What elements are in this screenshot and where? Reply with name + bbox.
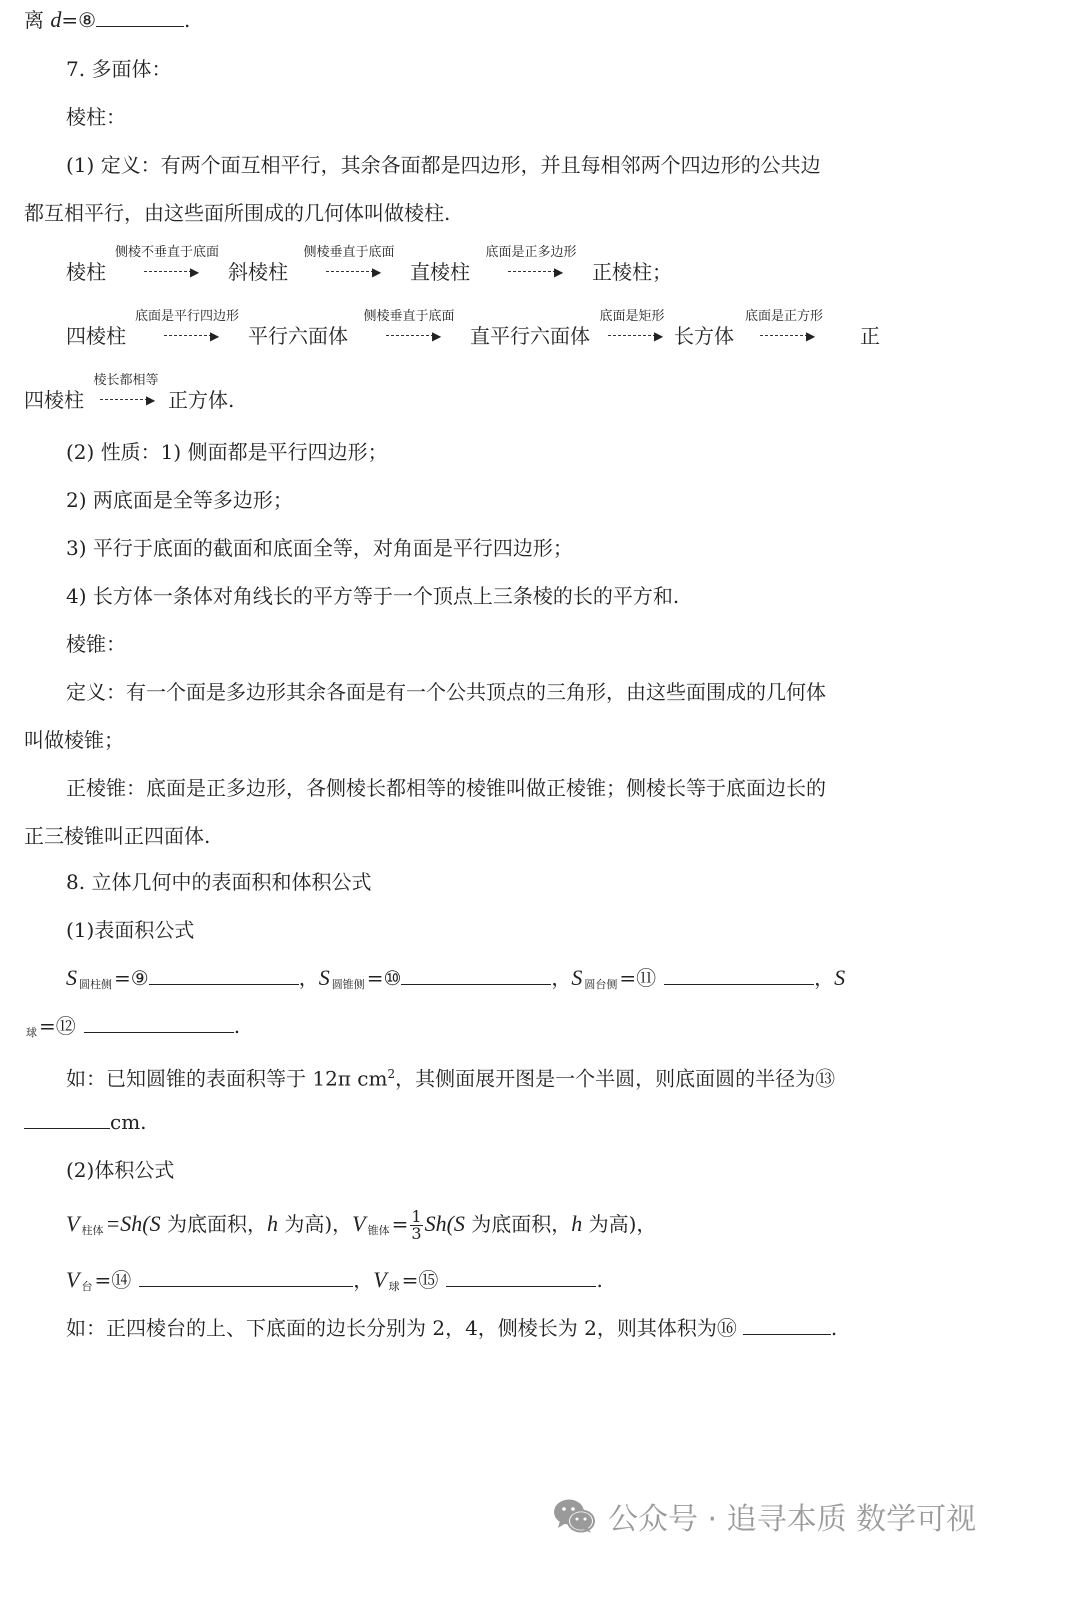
regular-pyramid-2: 正三棱锥叫正四面体. <box>24 824 211 848</box>
text: 如：正四棱台的上、下底面的边长分别为 2，4，侧棱长为 2，则其体积为⑯ <box>66 1316 737 1340</box>
regular-pyramid-1: 正棱锥：底面是正多边形，各侧棱长都相等的棱锥叫做正棱锥；侧棱长等于底面边长的 <box>66 776 826 800</box>
var-V: V <box>66 1211 80 1236</box>
var-S: S <box>149 1211 161 1236</box>
var-h: h <box>571 1211 583 1236</box>
blank-8[interactable] <box>96 8 184 27</box>
var-S: S <box>453 1211 465 1236</box>
chain-node: 四棱柱 <box>66 324 126 348</box>
fraction-one-third <box>410 1209 422 1242</box>
var-V: V <box>66 1267 80 1292</box>
prism-chain-1 <box>66 245 672 286</box>
numerator: 1 <box>411 1207 422 1226</box>
arrow: 底面是正多边形 ▶ <box>472 258 590 286</box>
example-cone-answer <box>24 1108 147 1136</box>
sphere-area-formula <box>24 1012 240 1047</box>
var-S: S <box>571 965 583 990</box>
section-8-heading: 8. 立体几何中的表面积和体积公式 <box>66 870 372 894</box>
arrow-label: 棱长都相等 <box>93 373 159 388</box>
denominator: 3 <box>411 1224 422 1243</box>
prism-definition-2: 都互相平行，由这些面所围成的几何体叫做棱柱. <box>24 201 451 225</box>
chain-node: 正 <box>860 324 880 348</box>
prism-definition-1: (1) 定义：有两个面互相平行，其余各面都是四边形，并且每相邻两个四边形的公共边 <box>66 153 821 177</box>
var-S: S <box>66 965 77 990</box>
text: . <box>184 8 191 32</box>
text: ，其侧面展开图是一个半圆，则底面圆的半径为⑬ <box>395 1066 836 1091</box>
section-7-heading: 7. 多面体： <box>66 57 172 81</box>
text: . <box>233 1014 241 1038</box>
text: =⑫ <box>39 1014 76 1038</box>
frustum-sphere-volume <box>66 1266 603 1301</box>
pyramid-definition-1: 定义：有一个面是多边形其余各面是有一个公共顶点的三角形，由这些面围成的几何体 <box>66 680 826 704</box>
arrow: 底面是平行四边形 ▶ <box>128 322 246 350</box>
text: Sh( <box>424 1211 454 1236</box>
var-V: V <box>352 1211 366 1236</box>
text: cm. <box>110 1110 147 1134</box>
chain-node: 棱柱 <box>66 260 106 284</box>
text: 如：已知圆锥的表面积等于 12π cm <box>66 1066 388 1091</box>
text: 为底面积， <box>464 1212 572 1236</box>
text: ， <box>298 966 319 990</box>
subscript: 台 <box>81 1280 93 1293</box>
superscript: 2 <box>387 1067 396 1081</box>
subscript: 柱体 <box>81 1224 104 1237</box>
arrow-label: 底面是正方形 <box>744 309 823 324</box>
chain-node: 正棱柱； <box>592 260 672 284</box>
watermark-text: 公众号 · 追寻本质 数学可视 <box>608 1502 977 1537</box>
text: =⑭ <box>94 1268 132 1292</box>
pyramid-title: 棱锥： <box>66 632 126 656</box>
text: = <box>391 1212 409 1236</box>
subscript: 圆台侧 <box>584 978 618 991</box>
arrow: 侧棱不垂直于底面 ▶ <box>108 258 226 286</box>
blank-9[interactable] <box>149 966 299 985</box>
var-h: h <box>266 1211 278 1236</box>
text: ， <box>551 966 572 990</box>
chain-node: 直平行六面体 <box>470 324 590 348</box>
text: 为高)， <box>582 1212 657 1236</box>
chain-node: 长方体 <box>674 324 734 348</box>
chain-node: 四棱柱 <box>24 388 84 412</box>
subscript: 锥体 <box>367 1224 390 1237</box>
chain-node: 斜棱柱 <box>228 260 288 284</box>
text: =⑮ <box>401 1268 439 1292</box>
surface-area-title: (1)表面积公式 <box>66 918 195 942</box>
text: ， <box>353 1268 374 1292</box>
arrow-label: 底面是正多边形 <box>485 245 577 260</box>
text: =⑪ <box>619 966 657 990</box>
subscript: 球 <box>26 1026 37 1039</box>
subscript: 圆柱侧 <box>79 978 112 991</box>
blank-14[interactable] <box>139 1268 353 1287</box>
arrow-label: 底面是平行四边形 <box>134 309 239 324</box>
watermark <box>552 1494 976 1538</box>
arrow-label: 侧棱垂直于底面 <box>363 309 455 324</box>
text: =⑩ <box>366 966 402 990</box>
chain-node: 平行六面体 <box>248 324 348 348</box>
arrow: 侧棱垂直于底面 ▶ <box>290 258 408 286</box>
arrow-label: 底面是矩形 <box>599 309 665 324</box>
prism-chain-3 <box>24 373 235 414</box>
arrow: 侧棱垂直于底面 ▶ <box>350 322 468 350</box>
var-S: S <box>834 965 846 990</box>
volume-title: (2)体积公式 <box>66 1158 175 1182</box>
chain-node: 正方体. <box>168 388 235 412</box>
text: . <box>830 1316 838 1340</box>
arrow: 底面是矩形 ▶ <box>592 322 672 350</box>
text: =⑨ <box>114 966 149 990</box>
property-1: (2) 性质：1) 侧面都是平行四边形； <box>66 440 388 464</box>
prism-chain-2 <box>66 309 834 350</box>
blank-13[interactable] <box>24 1110 110 1129</box>
text: 离 <box>24 8 51 32</box>
blank-10[interactable] <box>401 966 551 985</box>
chain-node: 直棱柱 <box>410 260 470 284</box>
text: =Sh( <box>105 1211 150 1236</box>
var-d: d <box>50 7 62 32</box>
blank-15[interactable] <box>446 1268 596 1287</box>
arrow-label: 侧棱垂直于底面 <box>303 245 395 260</box>
blank-16[interactable] <box>743 1316 831 1335</box>
example-cone <box>66 1060 835 1093</box>
text: 为底面积， <box>160 1212 267 1236</box>
text: =⑧ <box>61 8 97 32</box>
text: 为高)， <box>277 1212 353 1236</box>
blank-11[interactable] <box>664 966 814 985</box>
property-3: 3) 平行于底面的截面和底面全等，对角面是平行四边形； <box>66 536 573 560</box>
distance-line <box>24 6 190 34</box>
pyramid-definition-2: 叫做棱锥； <box>24 728 124 752</box>
subscript: 球 <box>388 1280 400 1293</box>
property-2: 2) 两底面是全等多边形； <box>66 488 293 512</box>
subscript: 圆锥侧 <box>331 978 365 991</box>
blank-12[interactable] <box>84 1014 234 1033</box>
example-frustum <box>66 1314 837 1342</box>
arrow: 底面是正方形 ▶ <box>736 322 832 350</box>
prism-title: 棱柱： <box>66 105 126 129</box>
volume-formulas <box>66 1206 656 1249</box>
var-S: S <box>318 965 330 990</box>
surface-area-formulas <box>66 964 845 999</box>
text: . <box>596 1268 603 1292</box>
wechat-icon <box>552 1497 596 1535</box>
property-4: 4) 长方体一条体对角线长的平方等于一个顶点上三条棱的长的平方和. <box>66 584 680 608</box>
var-V: V <box>373 1267 387 1292</box>
arrow: 棱长都相等 ▶ <box>86 386 166 414</box>
text: ， <box>814 966 835 990</box>
arrow-label: 侧棱不垂直于底面 <box>114 245 219 260</box>
